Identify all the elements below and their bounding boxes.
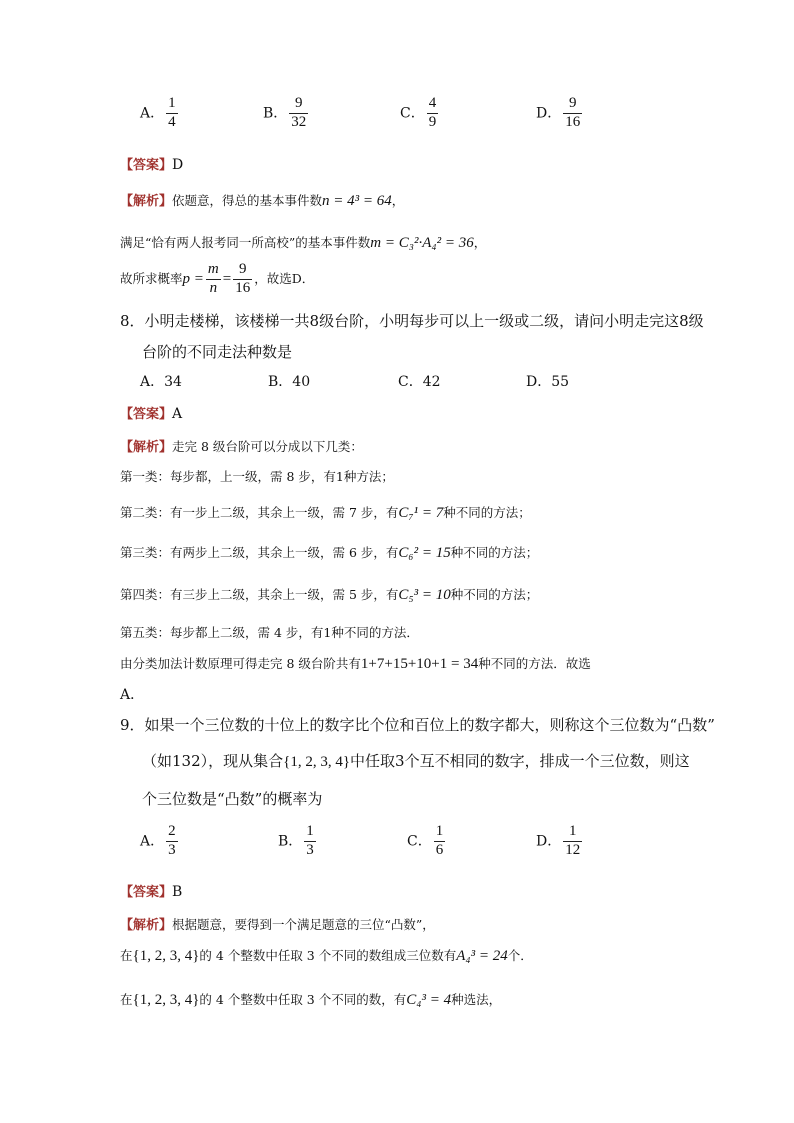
q7-option-b bbox=[263, 96, 310, 131]
q8-class2 bbox=[120, 503, 531, 522]
fraction bbox=[166, 96, 178, 131]
q9-stem-line3: 个三位数是“凸数”的概率为 bbox=[142, 790, 323, 808]
math-expression: C₆² = 15 bbox=[398, 545, 451, 561]
q9-analysis-line3 bbox=[120, 990, 501, 1009]
analysis-text: 的 4 个整数中任取 3 个不同的数，有 bbox=[199, 992, 407, 1007]
option-letter: A． bbox=[140, 833, 165, 850]
q8-class5: 第五类：每步都上二级，需 4 步，有1种不同的方法． bbox=[120, 625, 419, 640]
fraction bbox=[304, 824, 316, 859]
math-expression: A₄³ = 24 bbox=[456, 948, 508, 964]
answer-value: A bbox=[172, 406, 183, 422]
q8-class3 bbox=[120, 543, 538, 562]
option-letter: B． bbox=[263, 105, 288, 122]
q8-option-c: C．42 bbox=[398, 374, 441, 390]
q9-stem-line1: 9．如果一个三位数的十位上的数字比个位和百位上的数字都大，则称这个三位数为“凸数” bbox=[120, 716, 715, 734]
numerator: 1 bbox=[168, 95, 176, 111]
q7-analysis-line3: 故所求概率p = $\frac{m}{n}$ = $\frac{9}{16}$ ，故选D． bbox=[120, 261, 315, 296]
math-expression: m = C₃²·A₄² = 36 bbox=[370, 235, 474, 251]
numerator: 1 bbox=[435, 823, 444, 839]
numerator: 9 bbox=[568, 95, 577, 111]
denominator: 32 bbox=[291, 113, 307, 130]
q7-answer-line bbox=[120, 154, 183, 173]
analysis-text: 种不同的方法； bbox=[450, 587, 539, 602]
q8-stem-line1: 8．小明走楼梯，该楼梯一共8级台阶，小明每步可以上一级或二级，请问小明走完这8级 bbox=[120, 312, 704, 330]
denominator: 16 bbox=[565, 113, 581, 130]
answer-tag: 【答案】 bbox=[120, 158, 173, 173]
analysis-text: 由分类加法计数原理可得走完 8 级台阶共有 bbox=[120, 656, 361, 671]
q8-sum-end: A． bbox=[120, 687, 145, 703]
answer-tag: 【答案】 bbox=[120, 885, 173, 900]
fraction bbox=[427, 96, 439, 131]
analysis-text: 种不同的方法； bbox=[443, 505, 531, 520]
math-set: {1, 2, 3, 4} bbox=[132, 992, 200, 1008]
q8-option-b: B．40 bbox=[268, 374, 311, 390]
option-letter: B． bbox=[278, 833, 303, 850]
q9-analysis-line1 bbox=[120, 914, 435, 933]
option-letter: D． bbox=[536, 833, 562, 850]
analysis-text: 种不同的方法； bbox=[450, 545, 539, 560]
q7-analysis-line2: 满足“恰有两人报考同一所高校”的基本事件数m = C₃²·A₄² = 36， bbox=[120, 235, 487, 251]
analysis-text: 故所求概率 bbox=[120, 270, 183, 286]
q7-option-a bbox=[140, 96, 180, 131]
math-set: {1, 2, 3, 4} bbox=[283, 754, 351, 770]
fraction bbox=[434, 824, 446, 859]
option-letter: C． bbox=[407, 833, 432, 850]
numerator: 2 bbox=[168, 823, 176, 839]
q8-option-d: D．55 bbox=[526, 374, 570, 390]
q9-option-c bbox=[407, 824, 447, 859]
answer-value: D bbox=[172, 157, 184, 173]
q9-stem-line2 bbox=[142, 750, 690, 771]
denominator: 9 bbox=[428, 113, 437, 130]
denominator: 6 bbox=[435, 841, 444, 858]
q9-option-a bbox=[140, 824, 180, 859]
denominator: 12 bbox=[565, 841, 581, 858]
stem-text: （如132），现从集合 bbox=[142, 752, 284, 770]
answer-value: B bbox=[172, 884, 183, 900]
math-expression: n = 4³ = 64 bbox=[322, 193, 392, 209]
numerator: 1 bbox=[306, 823, 314, 839]
numerator: 1 bbox=[568, 823, 577, 839]
denominator: 16 bbox=[235, 279, 251, 296]
denominator: n bbox=[209, 279, 218, 296]
analysis-text: 第二类：有一步上二级，其余上一级，需 7 步，有 bbox=[120, 505, 399, 520]
analysis-tag: 【解析】 bbox=[120, 194, 173, 209]
analysis-text: ，故选D． bbox=[254, 270, 315, 286]
fraction bbox=[233, 262, 252, 297]
fraction bbox=[563, 96, 582, 131]
fraction bbox=[166, 824, 178, 859]
math-expression: C₄³ = 4 bbox=[406, 992, 452, 1008]
analysis-text: 在 bbox=[120, 948, 133, 963]
analysis-text: 种不同的方法．故选 bbox=[478, 656, 591, 671]
q7-option-c bbox=[400, 96, 440, 131]
q8-stem-line2: 台阶的不同走法种数是 bbox=[142, 343, 293, 361]
q8-answer-line bbox=[120, 403, 182, 422]
numerator: 9 bbox=[238, 261, 247, 277]
q9-answer-line bbox=[120, 881, 182, 900]
q8-option-a: A．34 bbox=[140, 374, 182, 390]
option-letter: C． bbox=[400, 105, 425, 122]
numerator: m bbox=[207, 261, 219, 277]
analysis-text: 走完 8 级台阶可以分成以下几类： bbox=[172, 439, 363, 454]
analysis-tag: 【解析】 bbox=[120, 918, 173, 933]
option-letter: A． bbox=[140, 105, 165, 122]
option-letter: D． bbox=[536, 105, 562, 122]
q7-analysis-line1: 【解析】依题意，得总的基本事件数n = 4³ = 64， bbox=[120, 193, 405, 209]
math-expression: C₅³ = 10 bbox=[398, 587, 451, 603]
analysis-text: 的 4 个整数中任取 3 个不同的数组成三位数有 bbox=[199, 948, 457, 963]
math-expression: C₇¹ = 7 bbox=[398, 505, 444, 521]
analysis-tag: 【解析】 bbox=[120, 440, 173, 455]
fraction bbox=[289, 96, 308, 131]
analysis-text: 在 bbox=[120, 992, 133, 1007]
q9-option-d bbox=[536, 824, 584, 859]
q8-class4 bbox=[120, 585, 538, 604]
numerator: 4 bbox=[428, 95, 437, 111]
q8-analysis-intro bbox=[120, 436, 363, 455]
denominator: 4 bbox=[168, 113, 176, 130]
answer-tag: 【答案】 bbox=[120, 407, 173, 422]
analysis-text: 种选法， bbox=[451, 992, 502, 1007]
fraction bbox=[563, 824, 582, 859]
analysis-text: 根据题意，要得到一个满足题意的三位“凸数”， bbox=[172, 917, 435, 932]
q8-sum-line bbox=[120, 654, 591, 673]
fraction bbox=[206, 262, 221, 297]
denominator: 3 bbox=[306, 841, 314, 858]
stem-text: 中任取3个互不相同的数字，排成一个三位数，则这 bbox=[350, 752, 690, 770]
numerator: 9 bbox=[295, 95, 303, 111]
q9-analysis-line2 bbox=[120, 946, 533, 965]
analysis-text: 满足“恰有两人报考同一所高校”的基本事件数 bbox=[120, 235, 371, 250]
q8-class1: 第一类：每步都，上一级，需 8 步，有1种方法； bbox=[120, 469, 394, 484]
math-expression: p = bbox=[182, 270, 204, 287]
math-set: {1, 2, 3, 4} bbox=[132, 948, 200, 964]
denominator: 3 bbox=[168, 841, 176, 858]
q9-option-b bbox=[278, 824, 318, 859]
q7-option-d bbox=[536, 96, 584, 131]
math-expression: 1+7+15+10+1 = 34 bbox=[360, 656, 479, 672]
analysis-text: 第三类：有两步上二级，其余上一级，需 6 步，有 bbox=[120, 545, 399, 560]
analysis-text: 第四类：有三步上二级，其余上一级，需 5 步，有 bbox=[120, 587, 399, 602]
analysis-text: 依题意，得总的基本事件数 bbox=[172, 193, 323, 208]
analysis-text: 个． bbox=[507, 948, 533, 963]
